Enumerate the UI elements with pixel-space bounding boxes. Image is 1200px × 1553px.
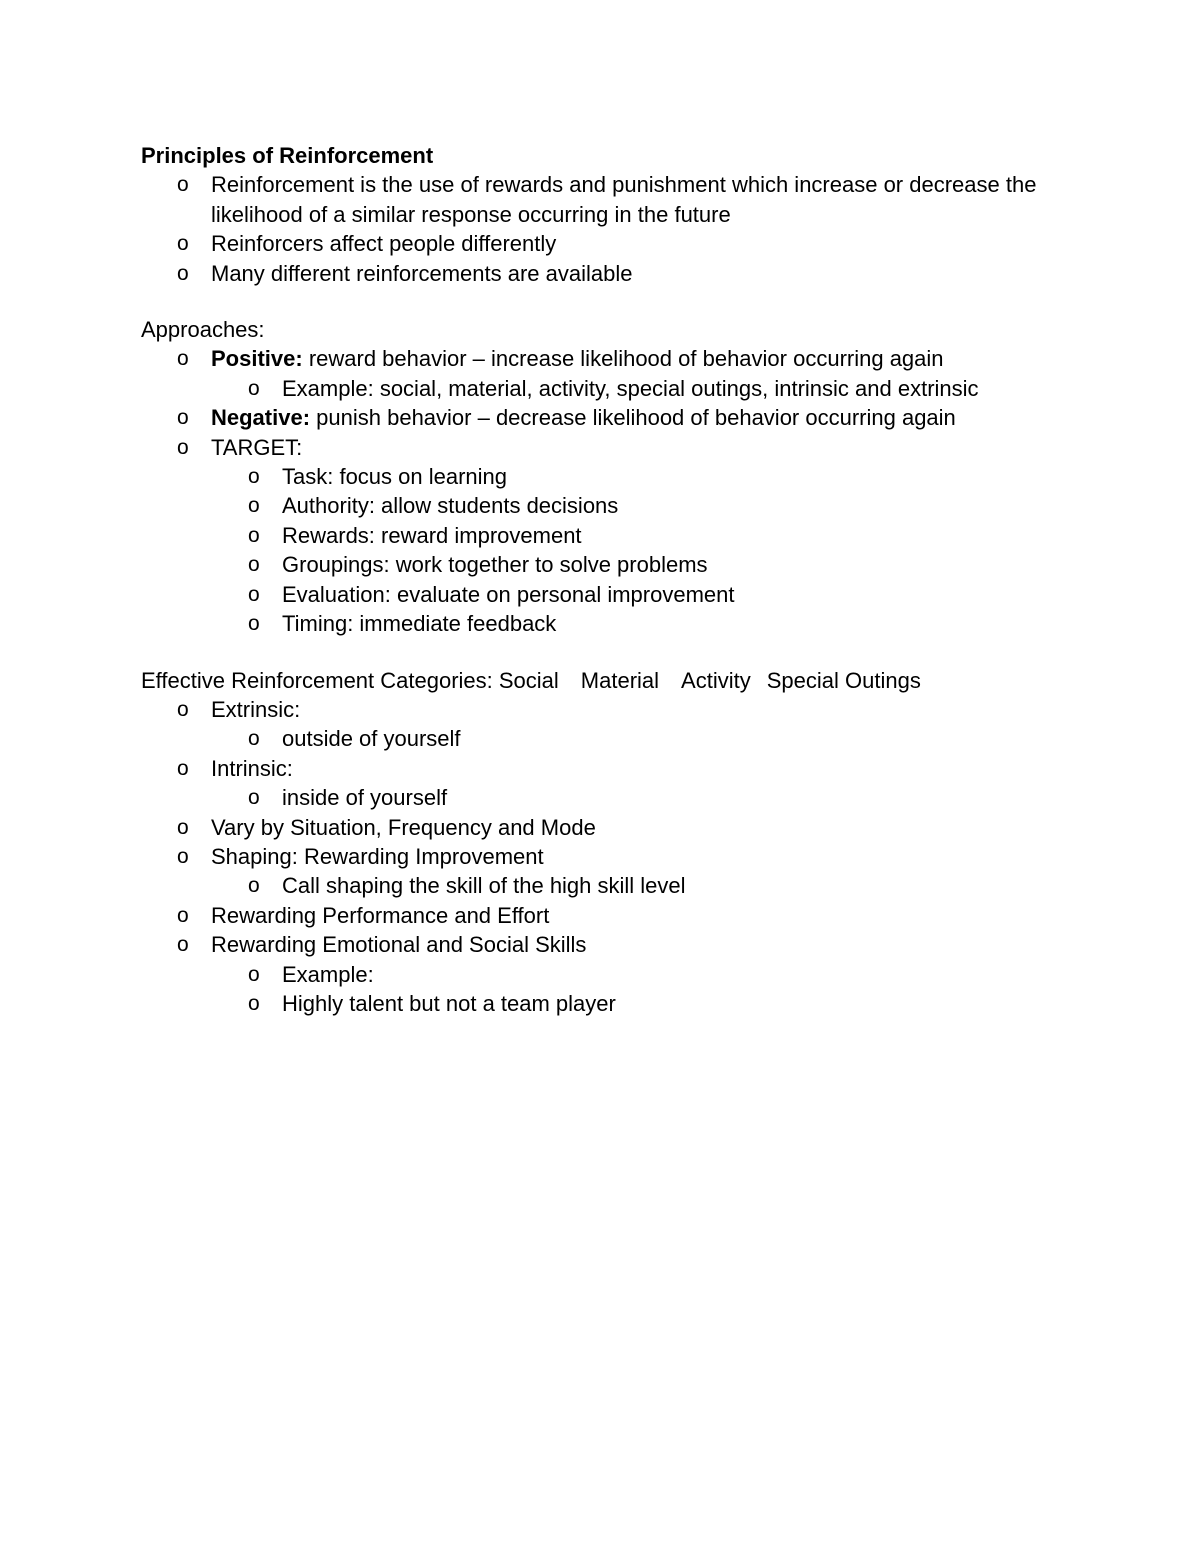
list-item-emotional	[141, 930, 1081, 959]
effective-title: Effective Reinforcement Categories: Social	[141, 667, 559, 693]
bullet-icon: o	[177, 903, 189, 927]
approaches-heading: Approaches:	[141, 317, 265, 343]
target-label: TARGET:	[211, 434, 303, 460]
list-item-text: Timing: immediate feedback	[282, 611, 557, 637]
list-item-text: Reinforcers affect people differently	[211, 231, 557, 257]
list-item-performance	[141, 901, 1081, 930]
section-spacer	[141, 639, 1081, 666]
category-special-outings: Special Outings	[766, 667, 921, 693]
list-item-text: Highly talent but not a team player	[282, 990, 616, 1016]
list-item-negative	[141, 403, 1081, 432]
list-item-extrinsic	[141, 695, 1081, 724]
bullet-icon: o	[177, 756, 189, 780]
list-item-text: Extrinsic:	[211, 696, 301, 722]
bullet-icon: o	[248, 523, 260, 547]
category-activity: Activity	[681, 667, 751, 693]
document-page	[141, 141, 1081, 1018]
list-item-text: Rewarding Emotional and Social Skills	[211, 932, 587, 958]
list-item-intrinsic	[141, 754, 1081, 783]
bullet-icon: o	[248, 786, 260, 810]
bullet-icon: o	[248, 612, 260, 636]
list-item-text: Example:	[282, 961, 374, 987]
list-item-target-groupings	[141, 550, 1081, 579]
list-item	[141, 259, 1081, 288]
approaches-list	[141, 344, 1081, 638]
list-item-text: Authority: allow students decisions	[282, 493, 619, 519]
bullet-icon: o	[177, 173, 189, 197]
bullet-icon: o	[248, 874, 260, 898]
list-item-target-task	[141, 462, 1081, 491]
bullet-icon: o	[248, 494, 260, 518]
positive-label: Positive:	[211, 346, 303, 372]
section-spacer	[141, 288, 1081, 315]
bullet-icon: o	[248, 582, 260, 606]
list-item-emotional-example	[141, 960, 1081, 989]
list-item-text: Many different reinforcements are available	[211, 260, 633, 286]
list-item-target	[141, 433, 1081, 462]
list-item-target-evaluation	[141, 580, 1081, 609]
bullet-icon: o	[248, 962, 260, 986]
bullet-icon: o	[248, 465, 260, 489]
list-item-text: Reinforcement is the use of rewards and punishment which increase or decrease the likelihood of a similar response occurring in the future	[211, 172, 1037, 227]
bullet-icon: o	[248, 553, 260, 577]
list-item	[141, 229, 1081, 258]
list-item-target-timing	[141, 609, 1081, 638]
bullet-icon: o	[177, 933, 189, 957]
negative-text: punish behavior – decrease likelihood of behavior occurring again	[310, 405, 956, 431]
list-item-vary	[141, 813, 1081, 842]
list-item-shaping-sub	[141, 871, 1081, 900]
list-item-shaping	[141, 842, 1081, 871]
bullet-icon: o	[177, 406, 189, 430]
bullet-icon: o	[177, 261, 189, 285]
effective-heading	[141, 666, 1081, 695]
principles-heading: Principles of Reinforcement	[141, 143, 434, 168]
list-item-text: inside of yourself	[282, 785, 448, 811]
category-material: Material	[580, 667, 660, 693]
list-item-text: Vary by Situation, Frequency and Mode	[211, 814, 596, 840]
list-item-extrinsic-sub	[141, 724, 1081, 753]
negative-label: Negative:	[211, 405, 311, 431]
list-item-text: Rewards: reward improvement	[282, 522, 582, 548]
bullet-icon: o	[177, 232, 189, 256]
bullet-icon: o	[177, 844, 189, 868]
list-item-text: Task: focus on learning	[282, 464, 508, 490]
list-item-positive-example	[141, 374, 1081, 403]
list-item-text: Example: social, material, activity, special outings, intrinsic and extrinsic	[282, 375, 979, 401]
list-item-target-rewards	[141, 521, 1081, 550]
positive-text: reward behavior – increase likelihood of behavior occurring again	[302, 346, 944, 372]
list-item	[141, 170, 1081, 229]
list-item-intrinsic-sub	[141, 783, 1081, 812]
principles-list	[141, 170, 1081, 288]
list-item-text: Call shaping the skill of the high skill level	[282, 873, 686, 899]
bullet-icon: o	[177, 697, 189, 721]
bullet-icon: o	[177, 435, 189, 459]
effective-list	[141, 695, 1081, 1018]
bullet-icon: o	[177, 815, 189, 839]
list-item-positive	[141, 344, 1081, 373]
bullet-icon: o	[177, 347, 189, 371]
list-item-text: Rewarding Performance and Effort	[211, 902, 550, 928]
list-item-emotional-talent	[141, 989, 1081, 1018]
bullet-icon: o	[248, 376, 260, 400]
list-item-text: Intrinsic:	[211, 755, 293, 781]
list-item-text: Evaluation: evaluate on personal improvement	[282, 581, 735, 607]
list-item-target-authority	[141, 491, 1081, 520]
list-item-text: Shaping: Rewarding Improvement	[211, 843, 544, 869]
bullet-icon: o	[248, 727, 260, 751]
list-item-text: Groupings: work together to solve problems	[282, 552, 708, 578]
list-item-text: outside of yourself	[282, 726, 461, 752]
bullet-icon: o	[248, 991, 260, 1015]
